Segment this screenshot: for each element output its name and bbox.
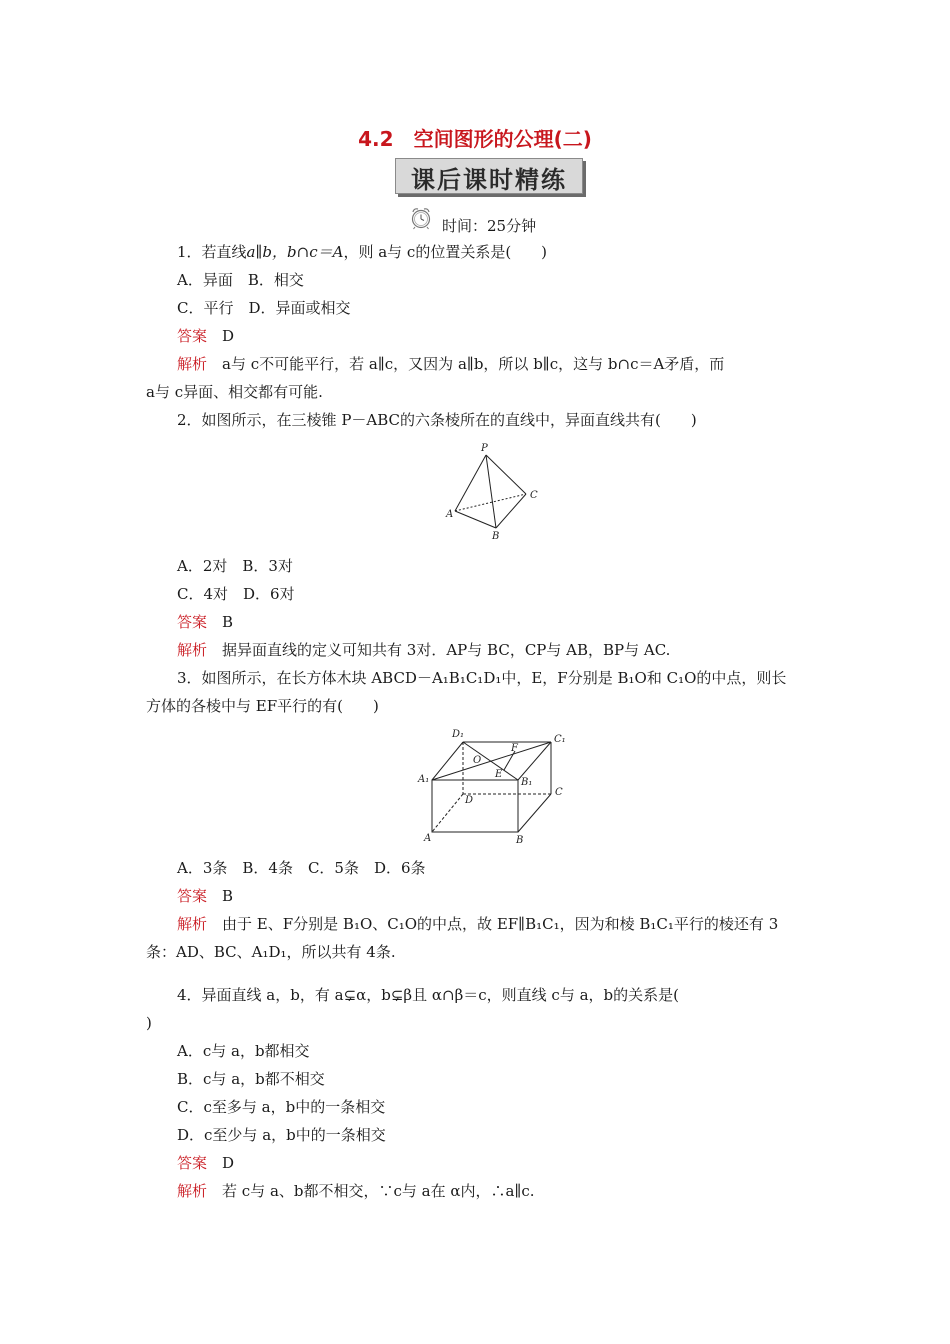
q2-answer <box>177 612 233 632</box>
edge-BC <box>496 494 526 528</box>
q1-analysis-line1 <box>177 354 724 374</box>
answer-label: 答案 <box>177 327 208 345</box>
q1-stem-post: ，则 a与 c的位置关系是( ) <box>343 243 548 261</box>
analysis-label: 解析 <box>177 1182 208 1200</box>
edge-BC <box>518 794 551 832</box>
banner-text: 课后课时精练 <box>411 166 567 194</box>
q1-stem <box>177 242 547 262</box>
diag-A1C1 <box>432 742 551 780</box>
q2-stem: 2．如图所示，在三棱锥 P－ABC的六条棱所在的直线中，异面直线共有( ) <box>177 411 697 429</box>
q4-option-b: B．c与 a，b都不相交 <box>177 1070 325 1088</box>
alarm-clock-icon <box>410 206 432 230</box>
vertex-label-P: P <box>481 443 488 454</box>
answer-value: B <box>222 887 234 905</box>
vertex-label-B1: B₁ <box>521 777 533 788</box>
answer-label: 答案 <box>177 887 208 905</box>
q2-analysis <box>177 640 670 660</box>
analysis-label: 解析 <box>177 641 208 659</box>
time-label: 时间：25分钟 <box>442 217 537 235</box>
q1-stem-pre: 1．若直线 <box>177 243 247 261</box>
q3-stem-line2: 方体的各棱中与 EF平行的有( ) <box>146 697 379 715</box>
vertex-label-B: B <box>516 835 524 846</box>
edge-AB <box>455 511 496 528</box>
edge-DA-hidden <box>432 794 463 832</box>
q1-options-line1: A．异面 B．相交 <box>177 271 304 289</box>
cuboid-figure <box>415 724 575 848</box>
q4-answer <box>177 1153 234 1173</box>
q2-options-line1: A．2对 B．3对 <box>177 557 293 575</box>
q2-analysis-text: 据异面直线的定义可知共有 3对．AP与 BC，CP与 AB，BP与 AC. <box>222 641 671 659</box>
q1-options-line2: C．平行 D．异面或相交 <box>177 299 351 317</box>
q4-option-c: C．c至多与 a，b中的一条相交 <box>177 1098 386 1116</box>
tetrahedron-figure <box>440 440 550 545</box>
vertex-label-C: C <box>555 787 563 798</box>
q1-stem-relation: a∥b，b∩c＝A <box>246 243 344 261</box>
vertex-label-B: B <box>492 531 500 542</box>
section-title: 4.2 空间图形的公理(二) <box>358 127 592 151</box>
vertex-label-A1: A₁ <box>418 774 430 785</box>
exercise-banner <box>395 158 585 196</box>
q4-analysis <box>177 1181 535 1201</box>
answer-label: 答案 <box>177 613 208 631</box>
q3-options: A．3条 B．4条 C．5条 D．6条 <box>177 859 426 877</box>
q4-analysis-text: 若 c与 a、b都不相交，∵c与 a在 α内，∴a∥c. <box>222 1182 535 1200</box>
q4-option-d: D．c至少与 a，b中的一条相交 <box>177 1126 386 1144</box>
point-label-F: F <box>511 743 518 754</box>
answer-value: D <box>222 1154 235 1172</box>
q4-stem-line1: 4．异面直线 a，b，有 a⊊α，b⊊β且 α∩β＝c，则直线 c与 a，b的关系是( <box>177 986 679 1004</box>
answer-label: 答案 <box>177 1154 208 1172</box>
vertex-label-C1: C₁ <box>554 734 566 745</box>
vertex-label-A: A <box>424 833 432 844</box>
vertex-label-C: C <box>530 490 538 501</box>
edge-PA <box>455 455 486 511</box>
vertex-label-D1: D₁ <box>452 729 465 740</box>
q1-analysis-line2: a与 c异面、相交都有可能. <box>146 383 323 401</box>
edge-A1D1 <box>432 742 463 780</box>
q2-options-line2: C．4对 D．6对 <box>177 585 295 603</box>
q1-answer <box>177 326 234 346</box>
edge-PB <box>486 455 496 528</box>
q1-analysis-text1: a与 c不可能平行，若 a∥c，又因为 a∥b，所以 b∥c，这与 b∩c＝A矛盾，而 <box>222 355 725 373</box>
answer-value: B <box>222 613 234 631</box>
q3-analysis-text1: 由于 E、F分别是 B₁O、C₁O的中点，故 EF∥B₁C₁，因为和棱 B₁C₁平行的棱还有 3 <box>222 915 779 933</box>
vertex-label-D: D <box>465 795 474 806</box>
q3-analysis-line1 <box>177 914 778 934</box>
q3-analysis-line2: 条：AD、BC、A₁D₁，所以共有 4条. <box>146 943 396 961</box>
point-label-O: O <box>473 755 482 766</box>
edge-PC <box>486 455 526 494</box>
point-label-E: E <box>495 769 503 780</box>
answer-value: D <box>222 327 235 345</box>
q4-stem-line2: ) <box>146 1014 152 1032</box>
edge-AC-hidden <box>455 494 526 511</box>
q3-stem-line1: 3．如图所示，在长方体木块 ABCD－A₁B₁C₁D₁中，E，F分别是 B₁O和 C₁O的中点，则长 <box>177 669 787 687</box>
q4-option-a: A．c与 a，b都相交 <box>177 1042 310 1060</box>
analysis-label: 解析 <box>177 915 208 933</box>
q3-answer <box>177 886 233 906</box>
face-front-bottom <box>432 780 518 832</box>
vertex-label-A: A <box>446 509 454 520</box>
analysis-label: 解析 <box>177 355 208 373</box>
